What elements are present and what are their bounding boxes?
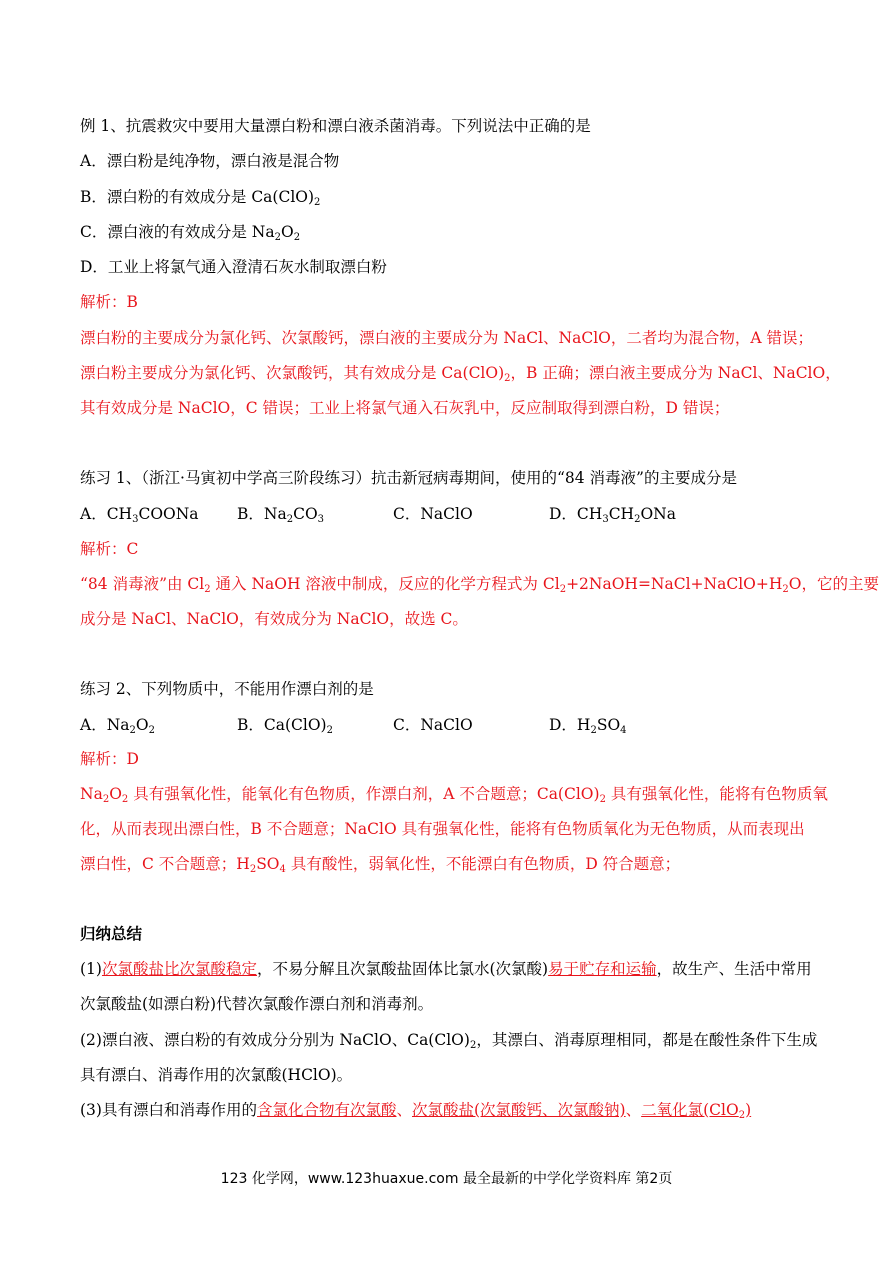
- example1-option-d: D．工业上将氯气通入澄清石灰水制取漂白粉: [80, 258, 387, 276]
- example1-question: 例 1、抗震救灾中要用大量漂白粉和漂白液杀菌消毒。下列说法中正确的是: [80, 117, 591, 135]
- practice1-option-b: B．$Na_2CO_3$: [237, 505, 325, 525]
- summary-point3: (3)具有漂白和消毒作用的含氯化合物有次氯酸、次氯酸盐(次氯酸钙、次氯酸钠)、二氧化氯(ClO$_2$): [80, 1101, 752, 1121]
- example1-option-a: A．漂白粉是纯净物，漂白液是混合物: [80, 152, 340, 170]
- practice2-option-c: C．NaClO: [393, 716, 473, 734]
- practice1-question: 练习 1、（浙江·马寅初中学高三阶段练习）抗击新冠病毒期间，使用的“84 消毒液”的主要成分是: [80, 469, 737, 487]
- practice2-explanation-line3: 漂白性，C 不合题意；$H_2SO_4$ 具有酸性，弱氧化性，不能漂白有色物质，D 符合题意；: [80, 855, 681, 875]
- practice2-explanation-line1: $Na_2O_2$ 具有强氧化性，能氧化有色物质，作漂白剂，A 不合题意；$Ca(ClO)_2$ 具有强氧化性，能将有色物质氧: [80, 785, 828, 805]
- summary-point1-line2: 次氯酸盐(如漂白粉)代替次氯酸作漂白剂和消毒剂。: [80, 995, 434, 1013]
- practice1-option-c: C．NaClO: [393, 505, 473, 523]
- practice2-explanation-line2: 化，从而表现出漂白性，B 不合题意；NaClO 具有强氧化性，能将有色物质氧化为无色物质，从而表现出: [80, 820, 805, 838]
- example1-explanation-line1: 漂白粉的主要成分为氯化钙、次氯酸钙，漂白液的主要成分为 NaCl、NaClO，二者均为混合物，A 错误；: [80, 329, 813, 347]
- practice1-explanation-line2: 成分是 NaCl、NaClO，有效成分为 NaClO，故选 C。: [80, 610, 468, 628]
- summary-point1-line1: (1)次氯酸盐比次氯酸稳定，不易分解且次氯酸盐固体比氯水(次氯酸)易于贮存和运输，故生产、生活中常用: [80, 960, 812, 978]
- practice1-option-a: A．$CH_3COONa$: [80, 505, 199, 525]
- practice2-question: 练习 2、下列物质中，不能用作漂白剂的是: [80, 680, 374, 698]
- summary-title: 归纳总结: [80, 924, 143, 943]
- summary-point2-line1: (2)漂白液、漂白粉的有效成分分别为 NaClO、$Ca(ClO)_2$，其漂白、消毒原理相同，都是在酸性条件下生成: [80, 1031, 818, 1051]
- summary-highlight-compounds: 含氯化合物有次氯酸: [256, 1101, 397, 1119]
- practice2-option-a: A．$Na_2O_2$: [80, 716, 155, 736]
- example1-answer: 解析：B: [80, 293, 138, 311]
- example1-option-b: B．漂白粉的有效成分是 $Ca(ClO)_2$: [80, 188, 321, 208]
- summary-highlight-salts: 次氯酸盐(次氯酸钙、次氯酸钠): [412, 1101, 626, 1119]
- practice2-answer: 解析：D: [80, 750, 139, 768]
- summary-point2-line2: 具有漂白、消毒作用的次氯酸(HClO)。: [80, 1066, 353, 1084]
- summary-highlight-storage: 易于贮存和运输: [548, 960, 657, 978]
- example1-option-c: C．漂白液的有效成分是 $Na_2O_2$: [80, 223, 301, 243]
- page-footer: 123 化学网，www.123huaxue.com 最全最新的中学化学资料库 第2页: [220, 1171, 673, 1187]
- practice1-answer: 解析：C: [80, 540, 139, 558]
- summary-highlight-stability: 次氯酸盐比次氯酸稳定: [101, 960, 257, 978]
- practice1-explanation-line1: “84 消毒液”由 $Cl_2$ 通入 NaOH 溶液中制成，反应的化学方程式为 $Cl_2+2NaOH=NaCl+NaClO+H_2O$，它的主要: [80, 575, 879, 595]
- summary-highlight-clo2: 二氧化氯(ClO$_2$): [641, 1101, 752, 1121]
- example1-explanation-line2: 漂白粉主要成分为氯化钙、次氯酸钙，其有效成分是 $Ca(ClO)_2$，B 正确；漂白液主要成分为 NaCl、NaClO，: [80, 364, 841, 384]
- practice2-option-d: D．$H_2SO_4$: [549, 716, 627, 736]
- practice1-option-d: D．$CH_3CH_2ONa$: [549, 505, 676, 525]
- example1-explanation-line3: 其有效成分是 NaClO，C 错误；工业上将氯气通入石灰乳中，反应制取得到漂白粉，D 错误；: [80, 399, 730, 417]
- practice2-option-b: B．$Ca(ClO)_2$: [237, 716, 333, 736]
